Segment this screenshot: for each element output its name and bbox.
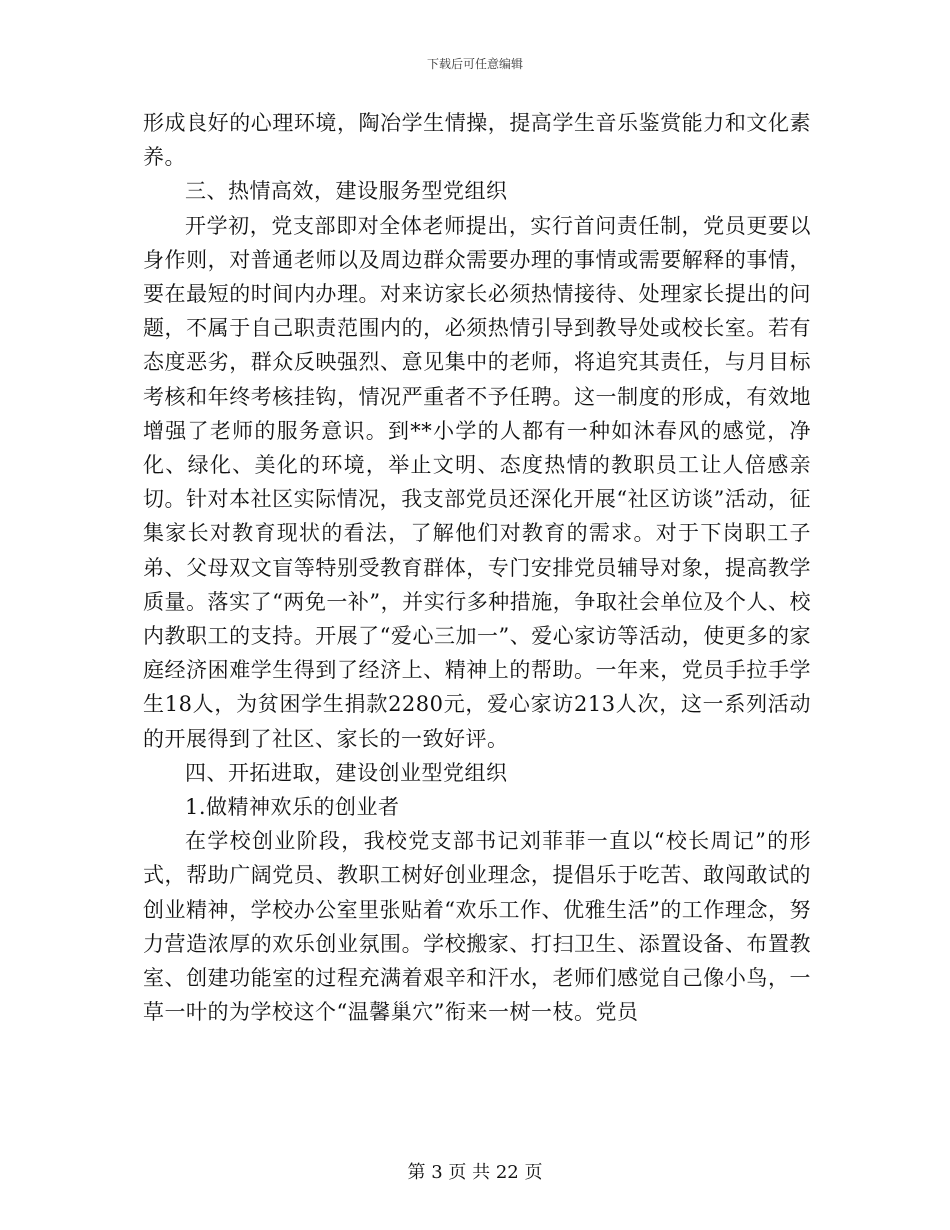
page-number: 第 3 页 共 22 页 bbox=[407, 1162, 543, 1183]
paragraph-3: 在学校创业阶段，我校党支部书记刘菲菲一直以“校长周记”的形式，帮助广阔党员、教职工树好创业理念，提倡乐于吃苦、敢闯敢试的创业精神，学校办公室里张贴着“欢乐工作、优雅生活”的工作理念，努力营造浓厚的欢乐创业氛围。学校搬家、打扫卫生、添置设备、布置教室、创建功能室的过程充满着艰辛和汗水，老师们感觉自己像小鸟，一草一叶的为学校这个“温馨巢穴”衔来一树一枝。党员 bbox=[143, 829, 811, 1025]
paragraph-2: 开学初，党支部即对全体老师提出，实行首问责任制，党员更要以身作则，对普通老师以及周边群众需要办理的事情或需要解释的事情，要在最短的时间内办理。对来访家长必须热情接待、处理家长提出的问题，不属于自己职责范围内的，必须热情引导到教导处或校长室。若有态度恶劣，群众反映强烈、意见集中的老师，将追究其责任，与月目标考核和年终考核挂钩，情况严重者不予任聘。这一制度的形成，有效地增强了老师的服务意识。到**小学的人都有一种如沐春风的感觉，净化、绿化、美化的环境，举止文明、态度热情的教职员工让人倍感亲切。针对本社区实际情况，我支部党员还深化开展“社区访谈”活动，征集家长对教育现状的看法，了解他们对教育的需求。对于下岗职工子弟、父母双文盲等特别受教育群体，专门安排党员辅导对象，提高教学质量。落实了“两免一补”，并实行多种措施，争取社会单位及个人、校内教职工的支持。开展了“爱心三加一”、爱心家访等活动，使更多的家庭经济困难学生得到了经济上、精神上的帮助。一年来，党员手拉手学生18人，为贫困学生捐款2280元，爱心家访213人次，这一系列活动的开展得到了社区、家长的一致好评。 bbox=[143, 213, 811, 751]
document-body bbox=[143, 106, 811, 1029]
subsection-heading-1: 1.做精神欢乐的创业者 bbox=[185, 795, 400, 820]
section-heading-4: 四、开拓进取，建设创业型党组织 bbox=[185, 760, 508, 785]
page-header: 下载后可任意编辑 bbox=[426, 57, 523, 71]
section-heading-3: 三、热情高效，建设服务型党组织 bbox=[185, 179, 508, 204]
paragraph-1: 形成良好的心理环境，陶冶学生情操，提高学生音乐鉴赏能力和文化素养。 bbox=[143, 111, 811, 170]
